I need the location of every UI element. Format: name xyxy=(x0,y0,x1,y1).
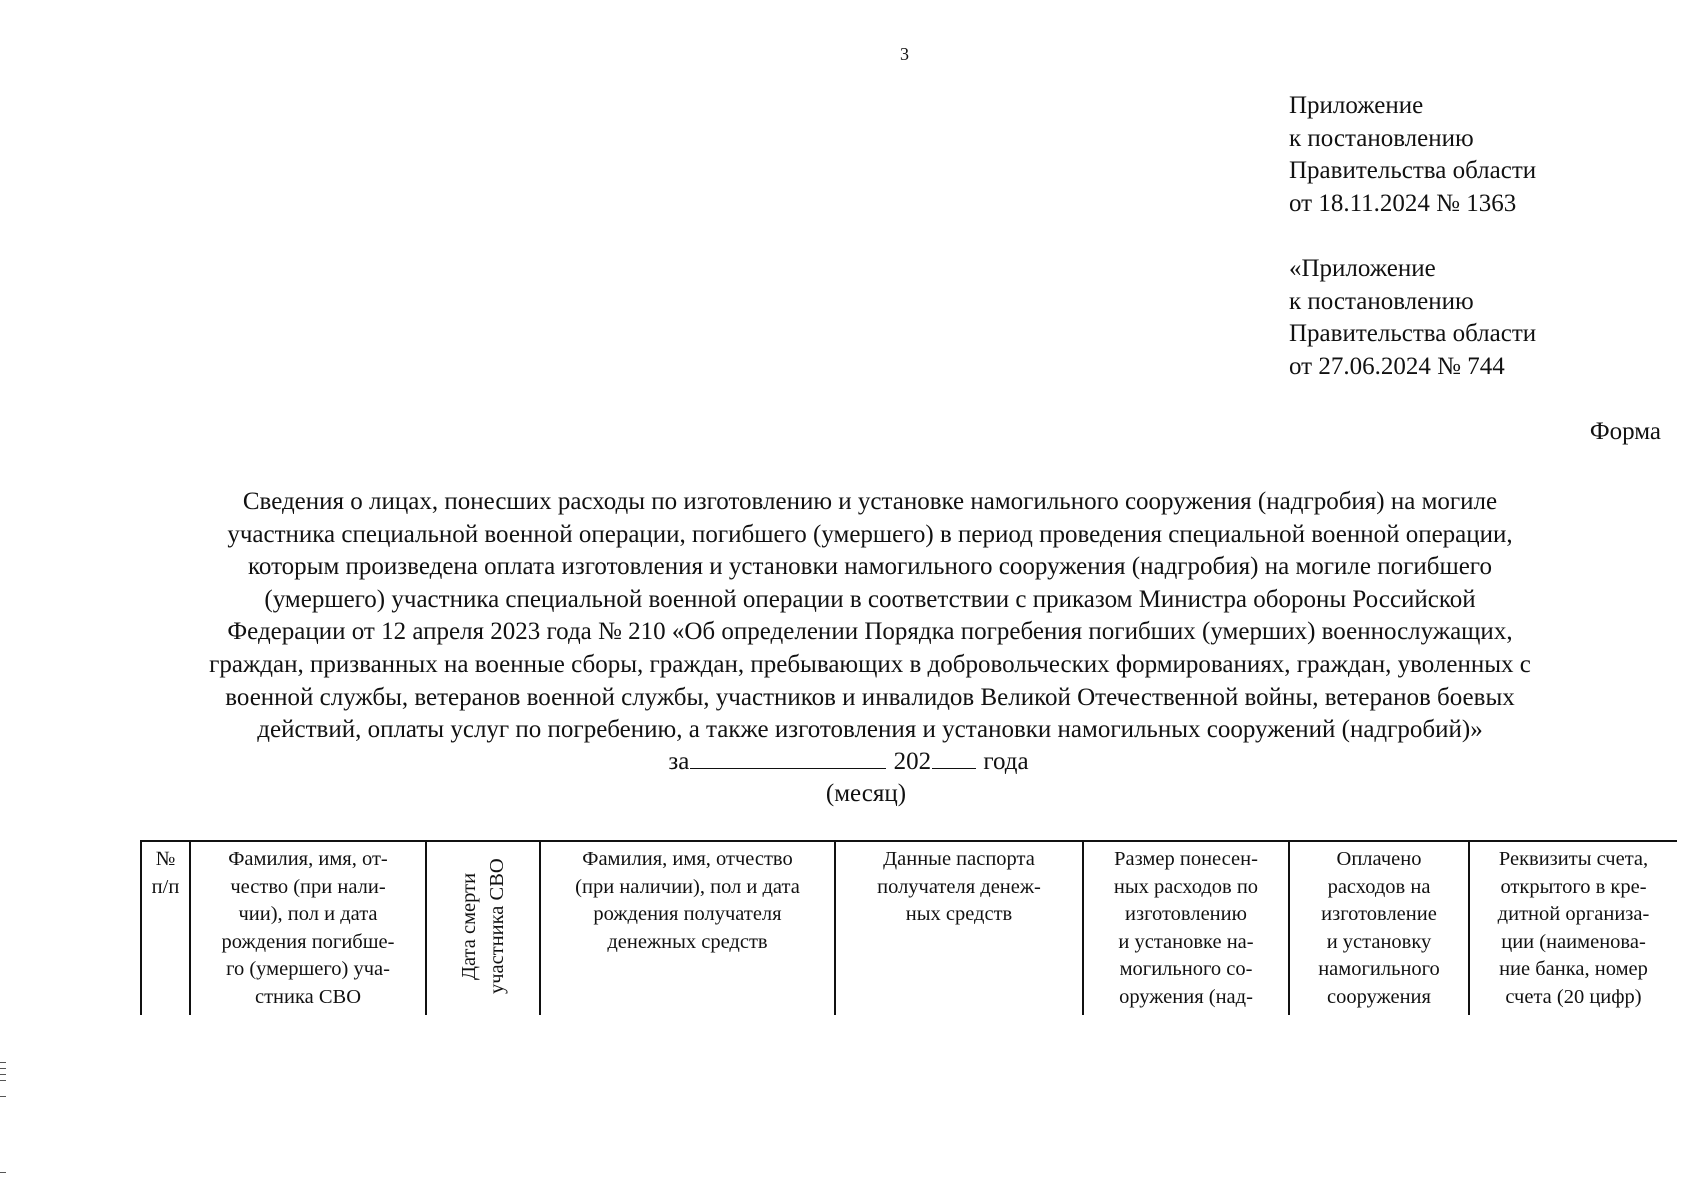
header-line: рождения погибше- xyxy=(221,930,395,953)
annex-current-line: Правительства области xyxy=(1289,157,1537,184)
header-line: ных средств xyxy=(905,903,1013,925)
scan-edge-mark xyxy=(0,1172,6,1173)
header-line: Размер понесен- xyxy=(1114,848,1258,870)
period-line xyxy=(0,748,1697,776)
table-container xyxy=(140,840,1677,1015)
year-blank xyxy=(932,767,976,769)
header-line: Фамилия, имя, отчество xyxy=(582,848,793,870)
header-line: (при наличии), пол и дата xyxy=(575,875,800,898)
title-line: участника специальной военной операции, погибшего (умершего) в период проведения специальной военной операции, xyxy=(227,520,1513,548)
annex-current-line: к постановлению xyxy=(1289,124,1474,152)
scan-edge-mark xyxy=(0,1068,6,1069)
col-header-death-date xyxy=(426,841,540,1015)
header-line: ции (наименова- xyxy=(1501,930,1646,953)
col-header-deceased-name xyxy=(190,841,426,1015)
scan-edge-mark xyxy=(0,1096,6,1097)
header-line: стника СВО xyxy=(254,985,362,1008)
col-header-paid-amount xyxy=(1289,841,1469,1015)
form-label: Форма xyxy=(1589,418,1661,445)
data-table xyxy=(140,840,1677,1015)
header-line: го (умершего) уча- xyxy=(226,958,390,980)
vertical-header-text xyxy=(455,846,511,1006)
month-blank xyxy=(690,767,886,769)
header-line: и установке на- xyxy=(1118,930,1254,953)
col-header-recipient-name xyxy=(540,841,835,1015)
header-line: дитной организа- xyxy=(1497,903,1650,925)
title-line: действий, оплаты услуг по погребению, а также изготовления и установки намогильных сооружений (надгробий)» xyxy=(257,716,1483,744)
header-line: Оплачено xyxy=(1336,848,1422,870)
header-line: и установку xyxy=(1326,930,1432,953)
header-line: Дата смерти xyxy=(458,872,480,980)
col-header-bank-details xyxy=(1469,841,1677,1015)
header-line: счета (20 цифр) xyxy=(1505,985,1642,1008)
document-title xyxy=(140,486,1600,747)
title-line: (умершего) участника специальной военной операции в соответствии с приказом Министра обороны Российской xyxy=(264,585,1476,613)
header-line: Реквизиты счета, xyxy=(1498,848,1649,870)
header-line: изготовлению xyxy=(1125,903,1247,925)
header-line: получателя денеж- xyxy=(877,875,1041,898)
header-line: могильного со- xyxy=(1119,958,1253,980)
header-line: открытого в кре- xyxy=(1500,875,1647,898)
header-line: Фамилия, имя, от- xyxy=(228,848,388,870)
period-suffix: года xyxy=(983,748,1029,775)
header-line: Данные паспорта xyxy=(883,848,1035,870)
title-line: граждан, призванных на военные сборы, граждан, пребывающих в добровольческих формированиях, граждан, уволенных с xyxy=(209,650,1531,678)
annex-current xyxy=(1289,90,1649,220)
title-line: Федерации от 12 апреля 2023 года № 210 «Об определении Порядка погребения погибших (умерших) военнослужащих, xyxy=(227,618,1513,646)
scan-edge-mark xyxy=(0,1074,6,1075)
header-line: оружения (над- xyxy=(1119,985,1253,1008)
table-header-row xyxy=(141,841,1677,1015)
title-line: военной службы, ветеранов военной службы, участников и инвалидов Великой Отечественной войны, ветеранов боевых xyxy=(225,683,1515,711)
page-number: 3 xyxy=(900,44,909,64)
annex-amended-line: к постановлению xyxy=(1289,287,1474,315)
period-year-prefix: 202 xyxy=(893,748,932,775)
period-prefix: за xyxy=(668,748,690,775)
col-header-passport xyxy=(835,841,1083,1015)
header-line: чество (при нали- xyxy=(230,875,386,898)
annex-current-line: Приложение xyxy=(1289,92,1424,119)
header-line: ние банка, номер xyxy=(1499,958,1648,980)
month-hint: (месяц) xyxy=(825,780,907,807)
annex-amended-line: «Приложение xyxy=(1289,255,1436,282)
annex-amended-line: от 27.06.2024 № 744 xyxy=(1289,352,1505,380)
annex-amended-line: Правительства области xyxy=(1289,320,1537,347)
header-line: ных расходов по xyxy=(1113,875,1259,898)
header-line: намогильного xyxy=(1318,958,1440,980)
annex-current-line: от 18.11.2024 № 1363 xyxy=(1289,189,1517,217)
header-line: п/п xyxy=(151,875,180,898)
col-header-number xyxy=(141,841,190,1015)
header-line: рождения получателя xyxy=(593,903,782,925)
title-line: которым произведена оплата изготовления и установки намогильного сооружения (надгробия) на могиле погибшего xyxy=(248,553,1492,581)
header-line: чии), пол и дата xyxy=(238,903,378,925)
header-line: участника СВО xyxy=(486,858,508,994)
header-line: денежных средств xyxy=(607,930,768,953)
scan-edge-mark xyxy=(0,1062,6,1063)
header-line: № xyxy=(155,848,176,870)
header-line: изготовление xyxy=(1321,903,1437,925)
col-header-expenses-amount xyxy=(1083,841,1289,1015)
header-line: расходов на xyxy=(1327,875,1431,898)
scan-edge-mark xyxy=(0,1080,6,1081)
title-line: Сведения о лицах, понесших расходы по изготовлению и установке намогильного сооружения (надгробия) на могиле xyxy=(242,488,1498,515)
header-line: сооружения xyxy=(1327,985,1431,1008)
annex-amended xyxy=(1289,253,1649,383)
